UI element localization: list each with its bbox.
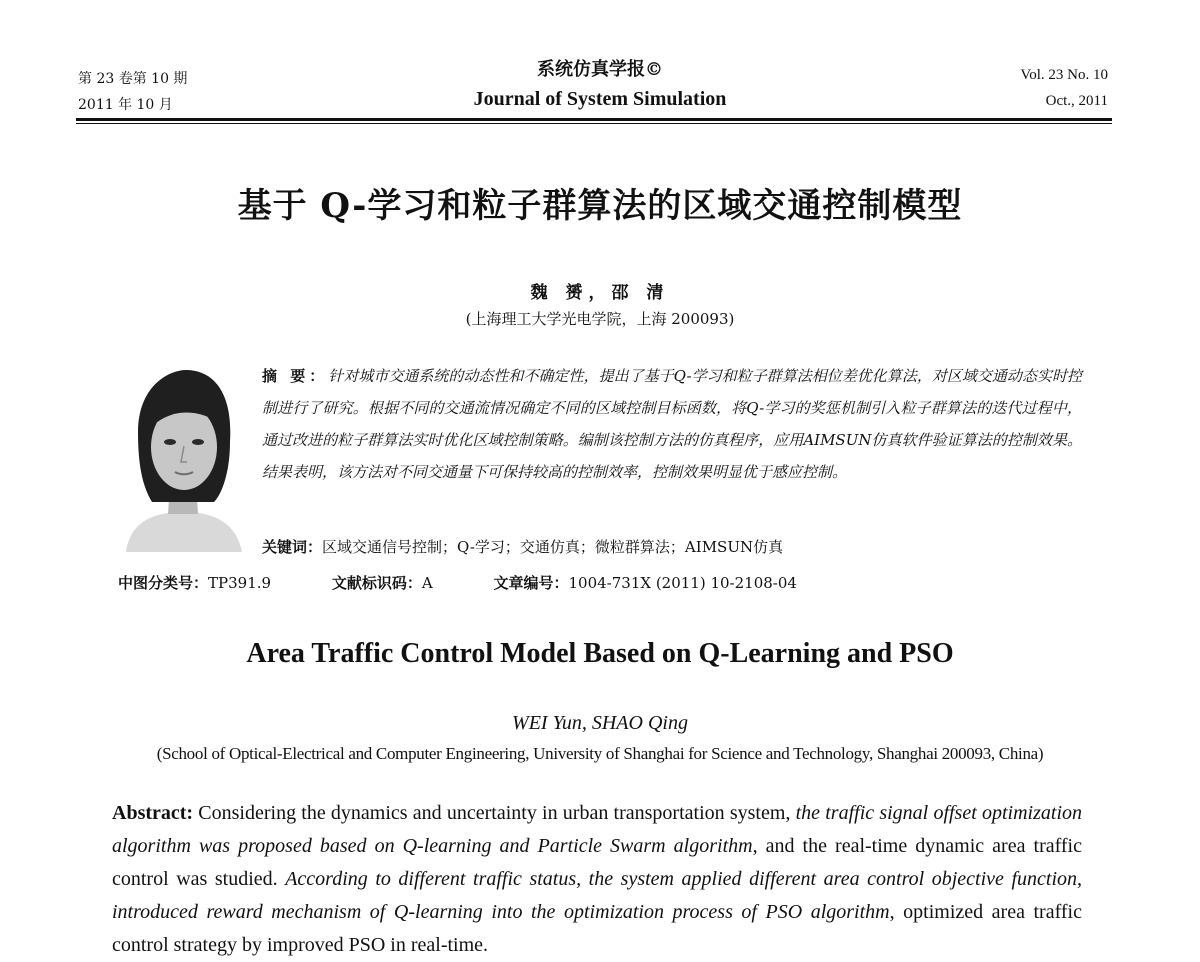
journal-name-en: Journal of System Simulation [473, 88, 727, 110]
date-cn: 2011 年 10 月 [78, 97, 173, 113]
affiliation-cn: (上海理工大学光电学院，上海 200093) [465, 310, 735, 328]
abstract-en-part-1: Considering the dynamics and uncertainty in urban transportation system, [193, 802, 796, 824]
article-no-value: 1004-731X (2011) 10-2108-04 [568, 574, 797, 592]
clc-value: TP391.9 [208, 574, 272, 592]
abstract-en-part-4: According to different traffic status, the system applied different area control objective function, introduced reward mechanism of Q-learning into the optimization process of PSO algorithm [112, 868, 1083, 923]
journal-name-cn: 系统仿真学报© [537, 59, 663, 80]
article-no-label: 文章编号： [493, 574, 569, 592]
author-photo-image [118, 362, 248, 552]
doc-code-value: A [421, 574, 433, 592]
header-rule-thin [76, 123, 1112, 124]
abstract-cn-text: 针对城市交通系统的动态性和不确定性，提出了基于Q-学习和粒子群算法相位差优化算法，对区域交通动态实时控制进行了研究。根据不同的交通流情况确定不同的区域控制目标函数，将Q-学习的奖惩机制引入粒子群算法的迭代过程中，通过改进的粒子群算法实时优化区域控制策略。编制该控制方法的仿真程序，应用AIMSUN仿真软件验证算法的控制效果。结果表明，该方法对不同交通量下可保持较高的控制效率，控制效果明显优于感应控制。 [262, 367, 1082, 481]
keywords-cn [262, 536, 783, 557]
authors-cn: 魏 赟，邵 清 [530, 283, 670, 303]
header-rule-thick [76, 118, 1112, 121]
abstract-cn-label: 摘 要： [262, 367, 329, 385]
abstract-en [112, 797, 1082, 962]
doc-code-label: 文献标识码： [331, 574, 422, 592]
abstract-en-label: Abstract: [112, 802, 194, 824]
abstract-en-part-2: the traffic signal offset optimization algorithm was proposed based on Q-learning and Particle Swarm algorithm [112, 802, 1082, 857]
keywords-cn-label: 关键词： [262, 538, 323, 556]
authors-en: WEI Yun, SHAO Qing [512, 712, 688, 734]
abstract-cn [262, 360, 1082, 488]
affiliation-en: (School of Optical-Electrical and Computer Engineering, University of Shanghai for Science and Technology, Shanghai 200093, China) [156, 744, 1044, 763]
classification-row [118, 572, 1118, 593]
volume-cn: 第 23 卷第 10 期 [78, 71, 188, 87]
abstract-en-part-3: , and the real-time dynamic area traffic control was studied. [112, 835, 1082, 890]
clc-label: 中图分类号： [118, 574, 209, 592]
author-photo [118, 362, 248, 552]
title-en: Area Traffic Control Model Based on Q-Learning and PSO [246, 638, 954, 669]
clc-number [118, 572, 271, 593]
doc-code [332, 572, 433, 593]
abstract-en-part-5: , optimized area traffic control strategy by improved PSO in real-time. [112, 901, 1082, 956]
date-en: Oct., 2011 [1045, 93, 1108, 109]
keywords-cn-text: 区域交通信号控制；Q-学习；交通仿真；微粒群算法；AIMSUN仿真 [322, 538, 784, 556]
article-number [493, 572, 796, 593]
title-cn: 基于 Q-学习和粒子群算法的区域交通控制模型 [237, 186, 963, 226]
header-right [1020, 62, 1108, 114]
volume-en: Vol. 23 No. 10 [1020, 67, 1108, 83]
